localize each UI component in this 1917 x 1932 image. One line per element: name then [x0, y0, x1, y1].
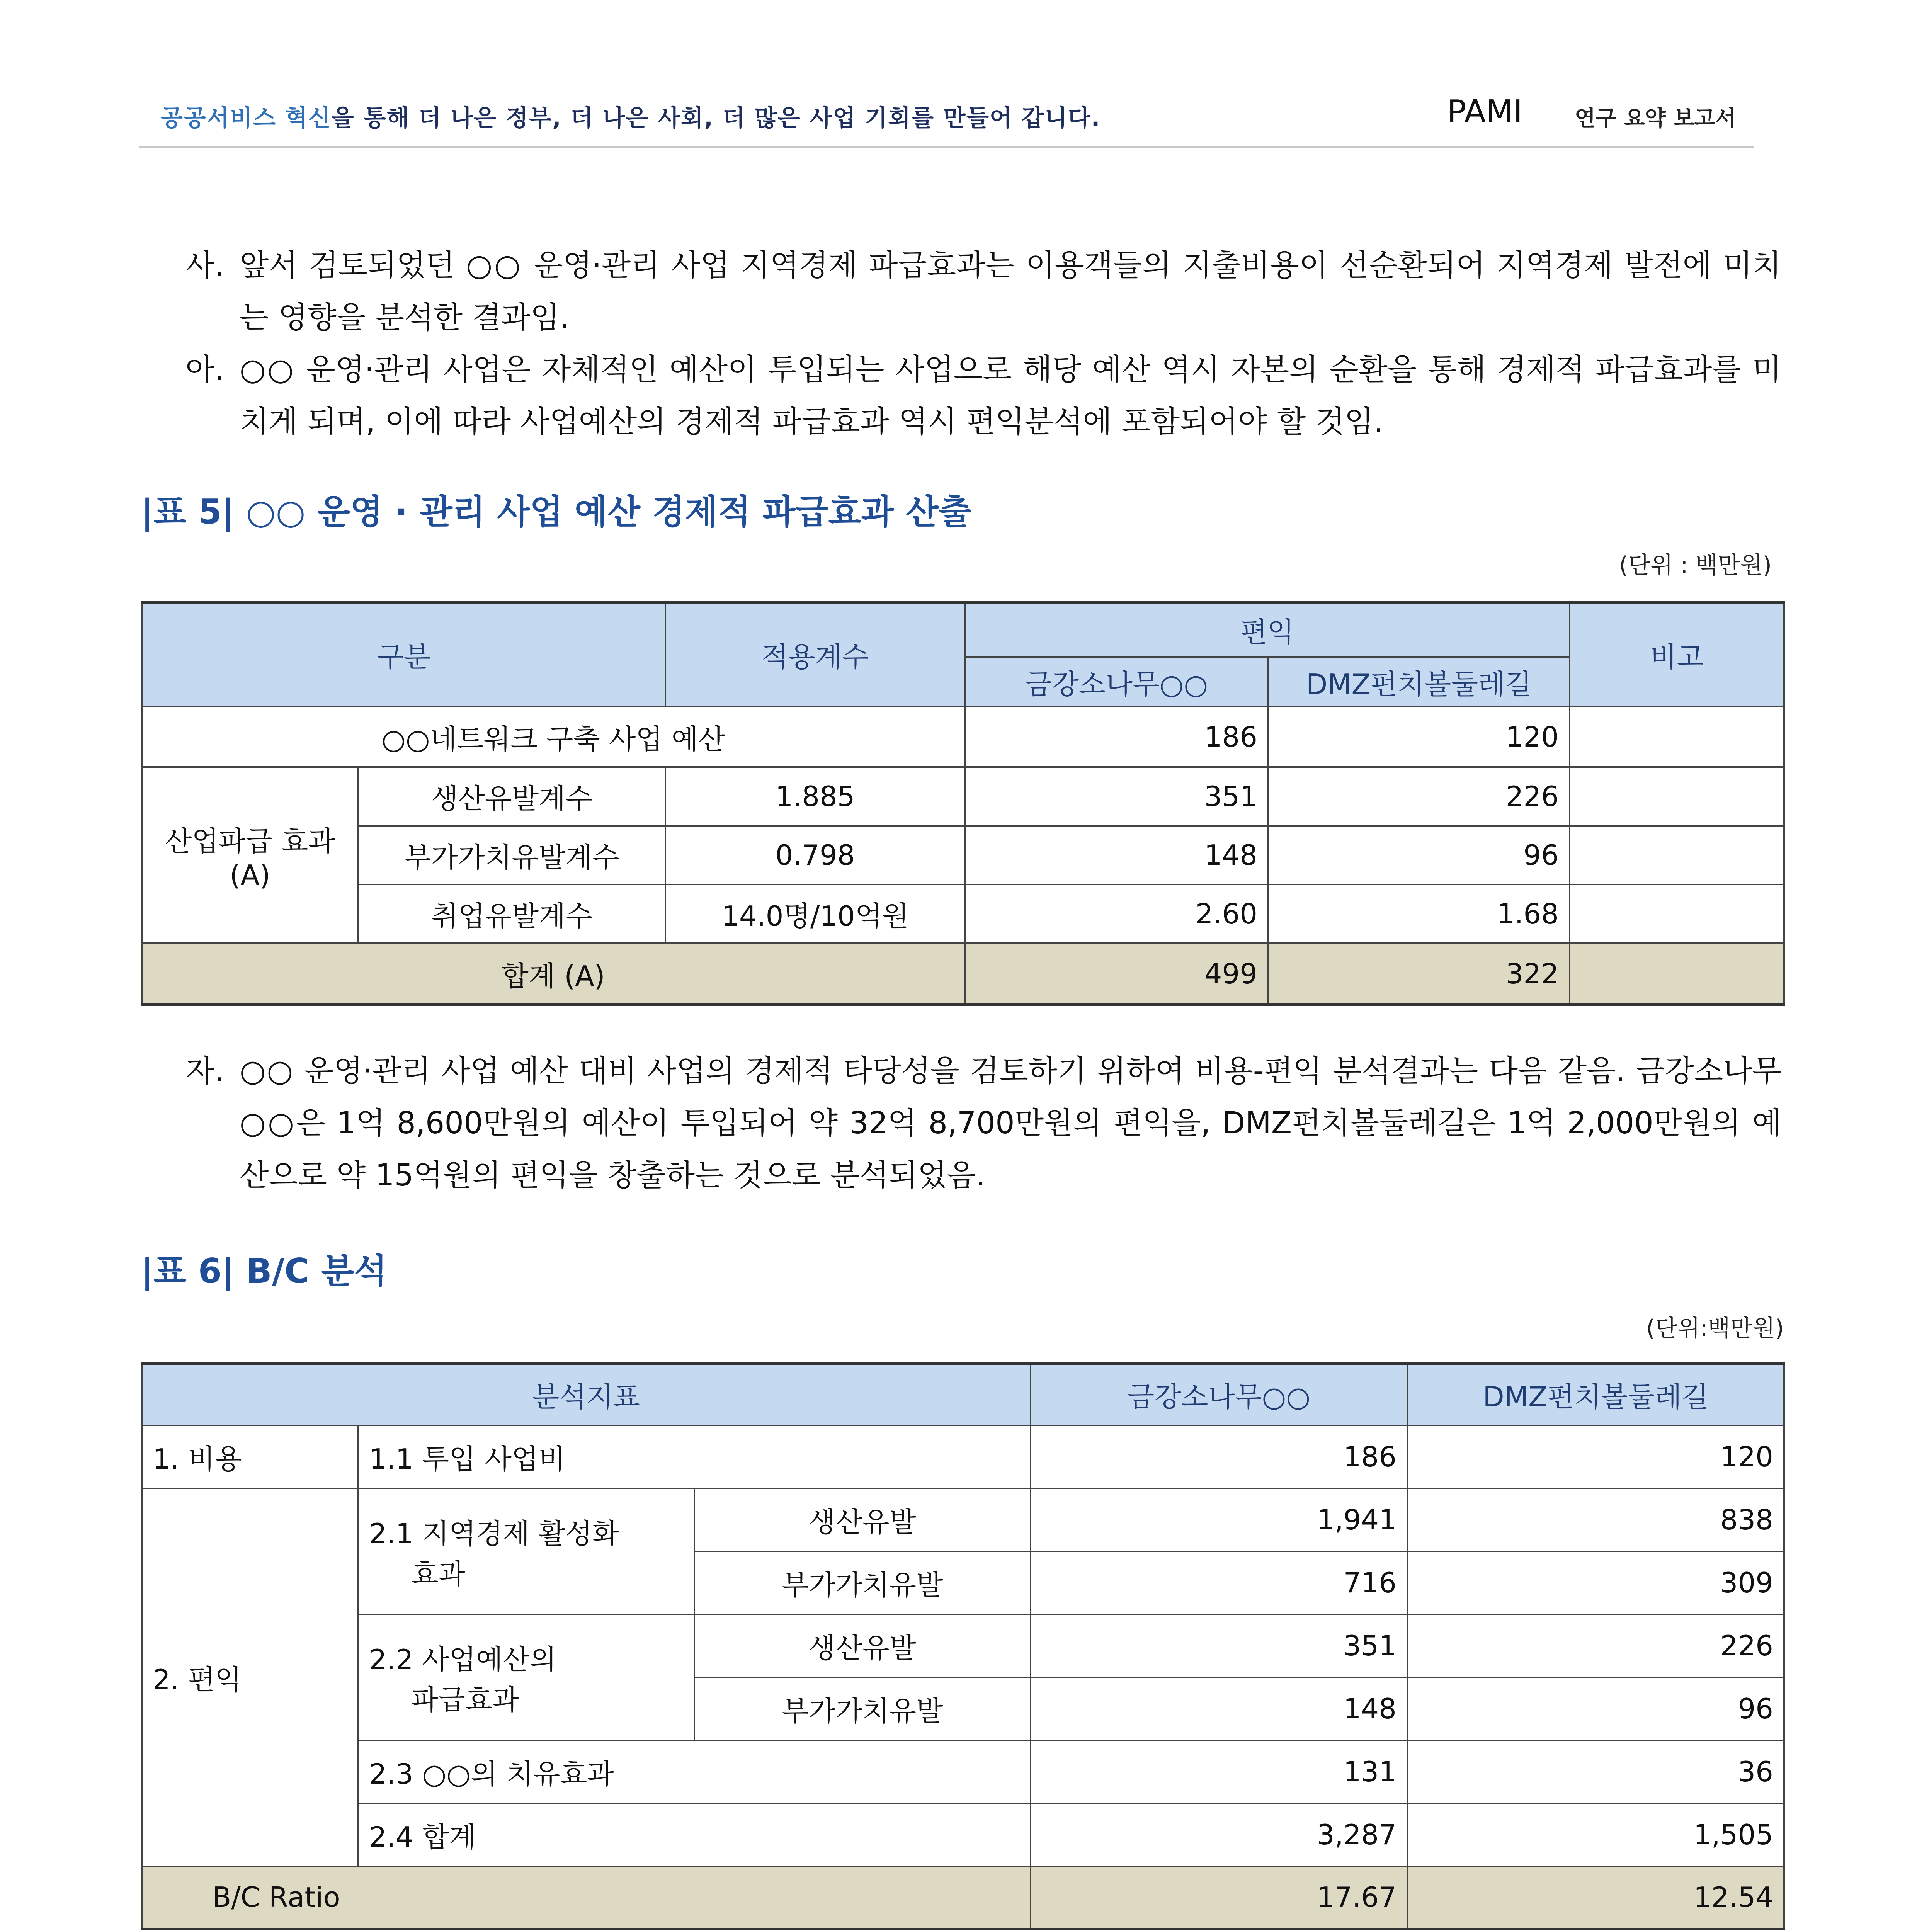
header-tagline-rest: 을 통해 더 나은 정부, 더 나은 사회, 더 많은 사업 기회를 만들어 갑니다. [331, 105, 1101, 132]
table5-row-note [1570, 826, 1784, 884]
table5-row-note [1570, 767, 1784, 826]
table6-benefit-label: 2. 편익 [142, 1488, 358, 1866]
table5 [141, 601, 1785, 1006]
table6-item22-line2: 파급효과 [412, 1683, 519, 1716]
table6-r24-v2: 1,505 [1407, 1803, 1784, 1866]
table5-row-v1: 148 [965, 826, 1268, 884]
paragraph-ja [185, 1045, 1781, 1202]
table6-item22-line1: 2.2 사업예산의 [369, 1643, 557, 1676]
table6-ratio-label: B/C Ratio [142, 1866, 1031, 1929]
table6-r21a-v1: 1,941 [1031, 1488, 1407, 1551]
table6-r21b-v1: 716 [1031, 1551, 1407, 1614]
paragraph-marker: 아. [185, 352, 225, 387]
table5-group-label-line2: (A) [230, 859, 270, 891]
table6-sub-value-added: 부가가치유발 [694, 1677, 1031, 1740]
table5-header-coef: 적용계수 [665, 602, 965, 707]
header-tagline [160, 100, 1101, 133]
table6-item21 [358, 1488, 694, 1614]
table6-r23-v1: 131 [1031, 1740, 1407, 1803]
table6-r22b-v2: 96 [1407, 1677, 1784, 1740]
table5-row-note [1570, 884, 1784, 943]
table6-cost-item: 1.1 투입 사업비 [358, 1425, 1031, 1488]
header-divider [139, 146, 1754, 148]
table6 [141, 1362, 1785, 1930]
table5-header-site2: DMZ펀치볼둘레길 [1268, 657, 1570, 707]
table6-item23: 2.3 ○○의 치유효과 [358, 1740, 1031, 1803]
table5-row-v2: 1.68 [1268, 884, 1570, 943]
paragraph-sa [185, 240, 1781, 344]
table6-r21a-v2: 838 [1407, 1488, 1784, 1551]
paragraph-marker: 사. [185, 248, 225, 283]
table6-r23-v2: 36 [1407, 1740, 1784, 1803]
table5-row-v1: 2.60 [965, 884, 1268, 943]
table5-group-label-line1: 산업파급 효과 [165, 825, 335, 857]
table6-r22b-v1: 148 [1031, 1677, 1407, 1740]
paragraph-marker: 자. [185, 1054, 225, 1088]
table5-budget-v1: 186 [965, 707, 1268, 767]
table6-r21b-v2: 309 [1407, 1551, 1784, 1614]
table5-row-v1: 351 [965, 767, 1268, 826]
header-brand: PAMI [1447, 94, 1523, 130]
table5-row-coef: 1.885 [665, 767, 965, 826]
table6-header-site2: DMZ펀치볼둘레길 [1407, 1364, 1784, 1425]
table5-row-label: 부가가치유발계수 [358, 826, 665, 884]
table5-row-label: 취업유발계수 [358, 884, 665, 943]
table5-total-label: 합계 (A) [142, 943, 965, 1005]
table5-total-note [1570, 943, 1784, 1005]
table6-r22a-v1: 351 [1031, 1614, 1407, 1677]
table6-unit: (단위:백만원) [1646, 1315, 1784, 1342]
table6-sub-value-added: 부가가치유발 [694, 1551, 1031, 1614]
table6-r22a-v2: 226 [1407, 1614, 1784, 1677]
table6-ratio-v1: 17.67 [1031, 1866, 1407, 1929]
table5-row-v2: 96 [1268, 826, 1570, 884]
table6-header-indicator: 분석지표 [142, 1364, 1031, 1425]
table6-item22 [358, 1614, 694, 1740]
paragraph-text: 앞서 검토되었던 ○○ 운영·관리 사업 지역경제 파급효과는 이용객들의 지출비용이 선순환되어 지역경제 발전에 미치는 영향을 분석한 결과임. [240, 248, 1781, 335]
table5-header-note: 비고 [1570, 602, 1784, 707]
table6-item24: 2.4 합계 [358, 1803, 1031, 1866]
table6-title: |표 6| B/C 분석 [141, 1251, 387, 1291]
table5-total-v2: 322 [1268, 943, 1570, 1005]
table5-header-benefit: 편익 [965, 602, 1570, 657]
table5-budget-label: ○○네트워크 구축 사업 예산 [142, 707, 965, 767]
table6-cost-v2: 120 [1407, 1425, 1784, 1488]
table6-ratio-v2: 12.54 [1407, 1866, 1784, 1929]
table5-group-label [142, 767, 358, 943]
table5-row-coef: 0.798 [665, 826, 965, 884]
table5-budget-note [1570, 707, 1784, 767]
table6-r24-v1: 3,287 [1031, 1803, 1407, 1866]
table6-header-site1: 금강소나무○○ [1031, 1364, 1407, 1425]
paragraph-a [185, 344, 1781, 448]
table5-total-v1: 499 [965, 943, 1268, 1005]
paragraph-text: ○○ 운영·관리 사업은 자체적인 예산이 투입되는 사업으로 해당 예산 역시 자본의 순환을 통해 경제적 파급효과를 미치게 되며, 이에 따라 사업예산의 경제적 파급효과 역시 편익분석에 포함되어야 할 것임. [240, 352, 1781, 439]
table5-header-site1: 금강소나무○○ [965, 657, 1268, 707]
table6-cost-label: 1. 비용 [142, 1425, 358, 1488]
table6-sub-production: 생산유발 [694, 1614, 1031, 1677]
table6-item21-line1: 2.1 지역경제 활성화 [369, 1517, 619, 1550]
table5-header-category: 구분 [142, 602, 665, 707]
table5-title: |표 5| ○○ 운영 · 관리 사업 예산 경제적 파급효과 산출 [141, 492, 972, 532]
header-tagline-highlight: 공공서비스 혁신 [160, 105, 332, 132]
table5-budget-v2: 120 [1268, 707, 1570, 767]
header-report-type: 연구 요약 보고서 [1575, 106, 1736, 131]
paragraph-text: ○○ 운영·관리 사업 예산 대비 사업의 경제적 타당성을 검토하기 위하여 비용-편익 분석결과는 다음 같음. 금강소나무○○은 1억 8,600만원의 예산이 투입되어 약 32억 8,700만원의 편익을, DMZ펀치볼둘레길은 1억 2,000만원의 예산으로 약 15억원의 편익을 창출하는 것으로 분석되었음. [240, 1054, 1781, 1193]
table5-row-v2: 226 [1268, 767, 1570, 826]
table5-row-coef: 14.0명/10억원 [665, 884, 965, 943]
table5-unit: (단위 : 백만원) [1619, 552, 1772, 579]
table6-item21-line2: 효과 [412, 1557, 466, 1590]
table5-row-label: 생산유발계수 [358, 767, 665, 826]
table6-sub-production: 생산유발 [694, 1488, 1031, 1551]
table6-cost-v1: 186 [1031, 1425, 1407, 1488]
